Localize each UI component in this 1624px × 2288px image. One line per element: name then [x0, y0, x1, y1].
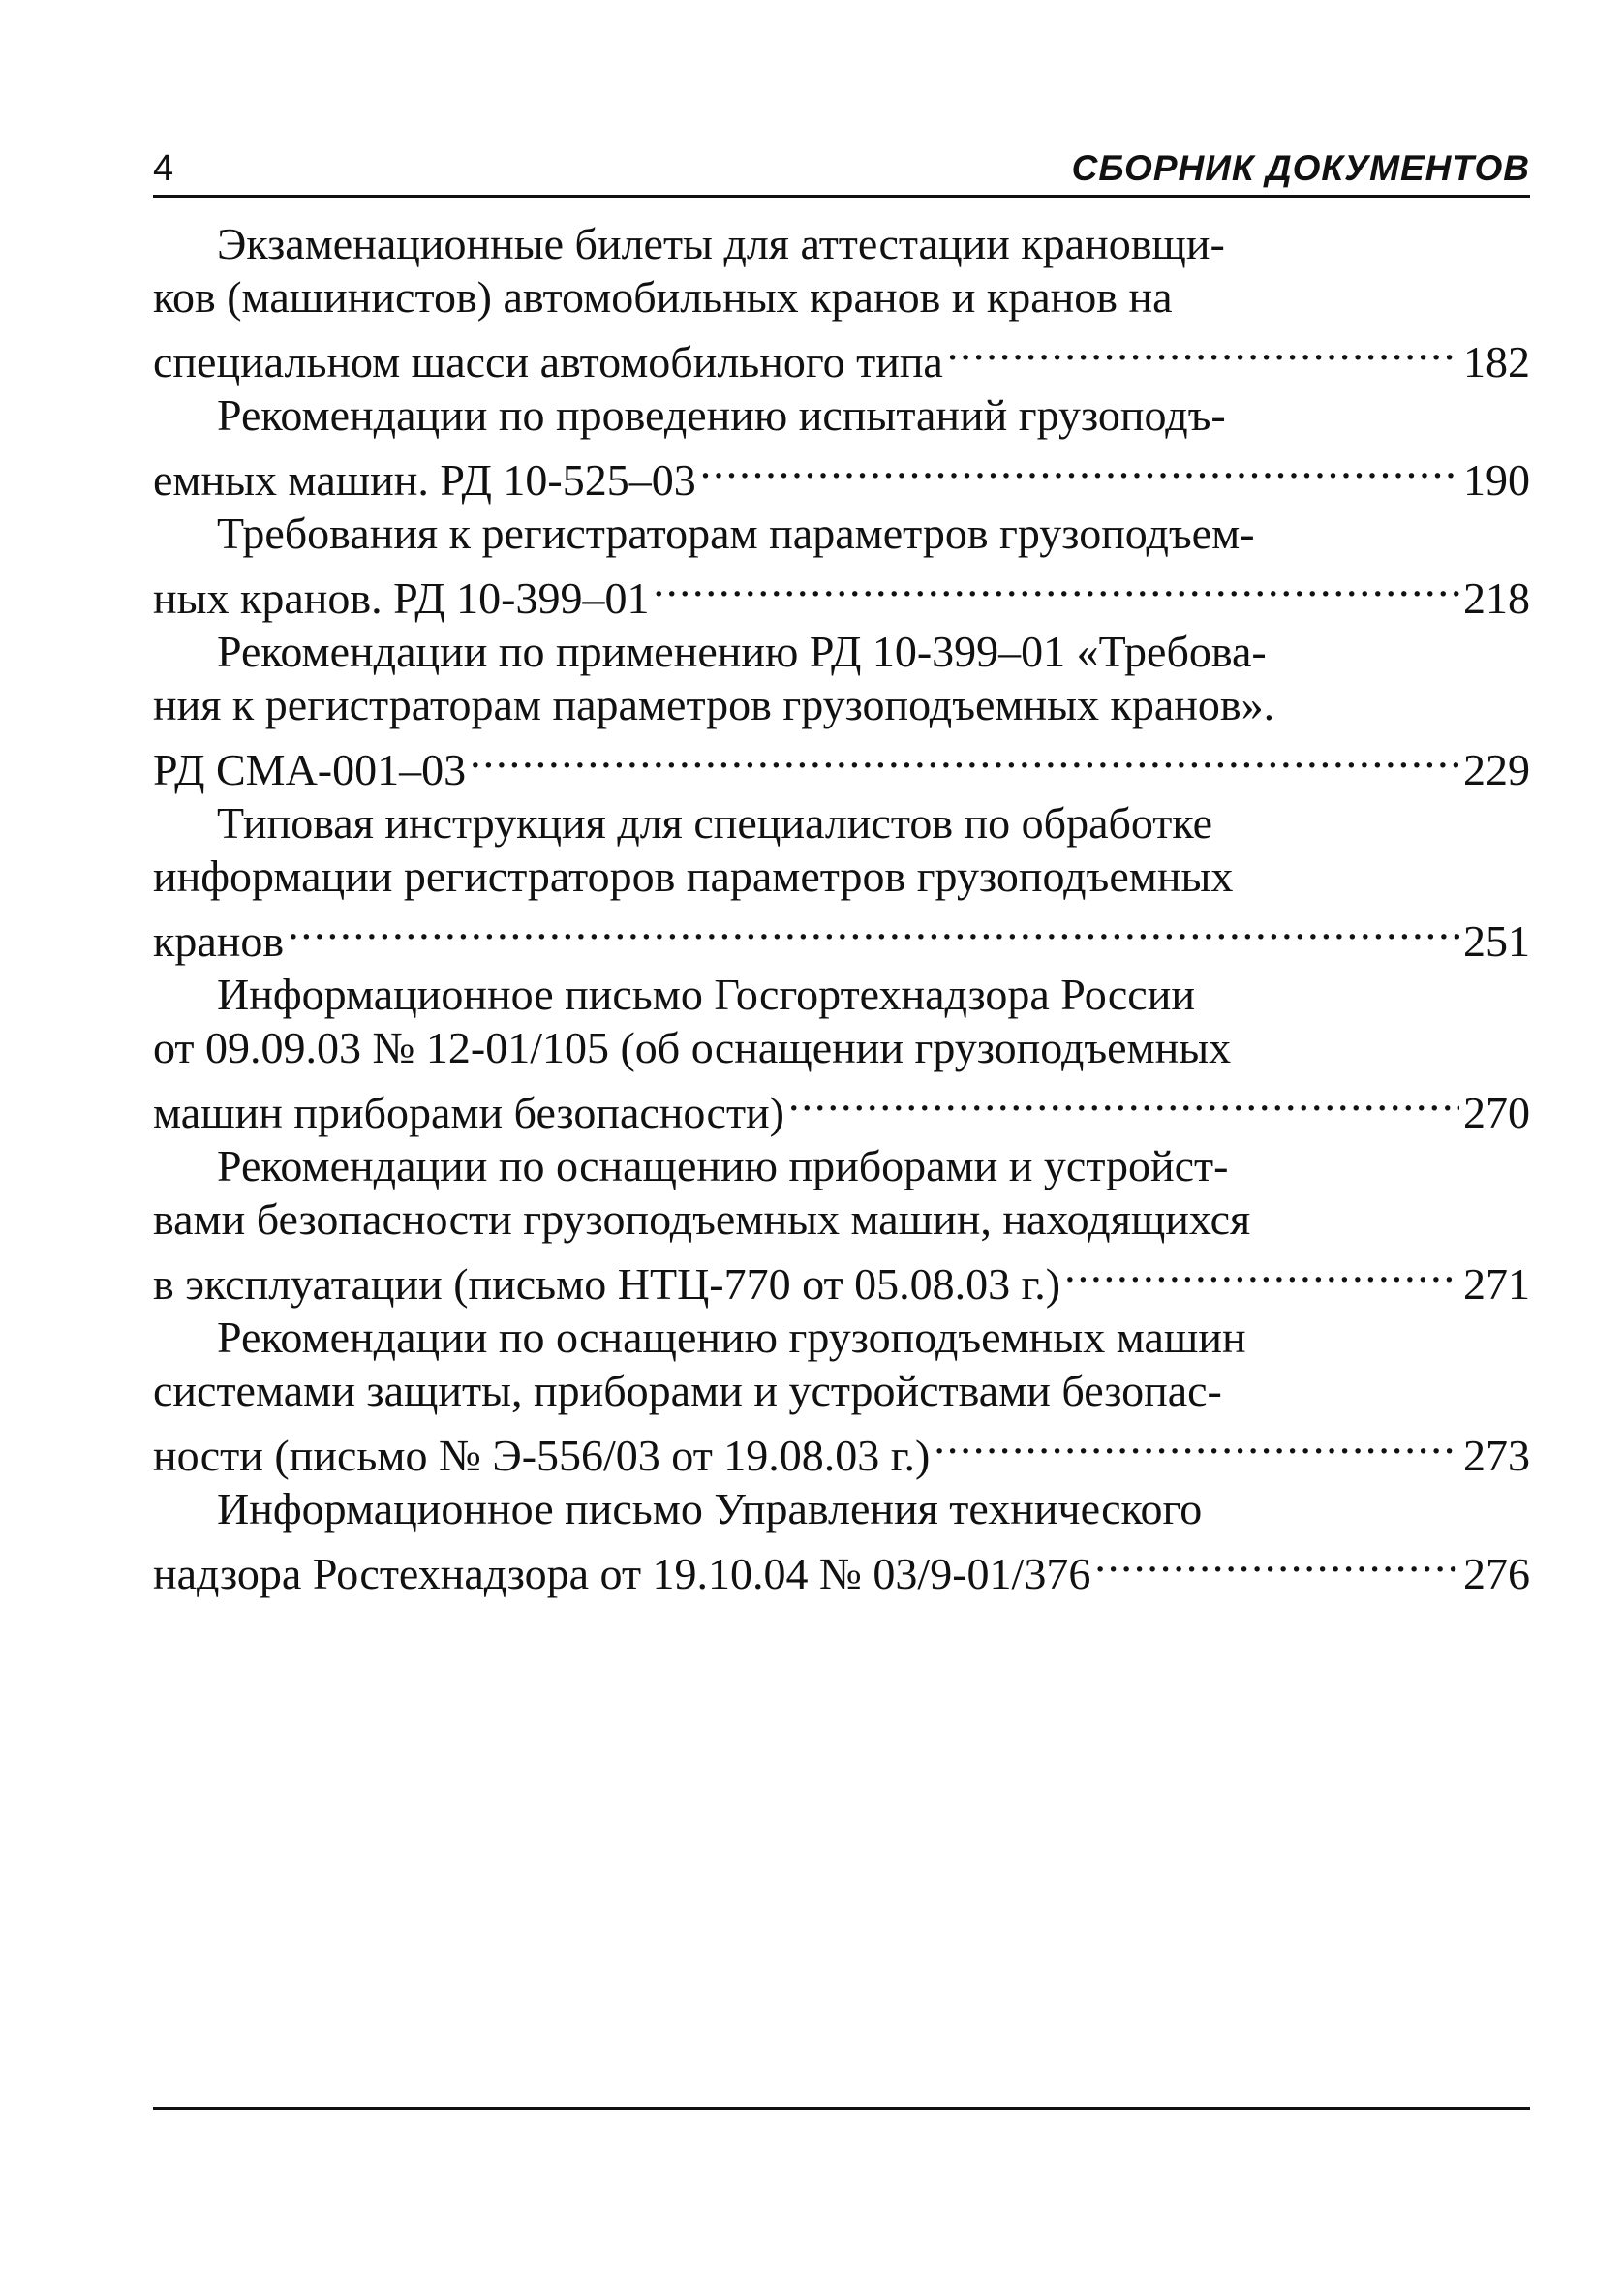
toc-entry-last-line	[153, 442, 1530, 507]
toc-page-number: 182	[1463, 337, 1530, 386]
toc-entry-line: Требования к регистраторам параметров грузоподъем-	[217, 509, 1255, 558]
toc-entry-line: вами безопасности грузоподъемных машин, находящихся	[153, 1194, 1251, 1244]
toc-entry-text: РД СМА-001–03	[153, 745, 467, 794]
dot-leader	[288, 903, 1459, 956]
toc-entry-line: Рекомендации по оснащению приборами и устройст-	[217, 1141, 1229, 1190]
dot-leader	[1064, 1246, 1459, 1299]
dot-leader	[700, 442, 1459, 495]
toc-page-number: 251	[1463, 916, 1530, 966]
dot-leader	[947, 324, 1459, 377]
toc-entry-text: ных кранов. РД 10-399–01	[153, 573, 650, 623]
toc-entry-last-line	[153, 1535, 1530, 1600]
page-header	[153, 145, 1530, 201]
dot-leader	[653, 560, 1459, 613]
footer-divider	[153, 2107, 1530, 2110]
toc-page-number: 271	[1463, 1259, 1530, 1309]
header-divider	[153, 195, 1530, 198]
toc-entry-line: Информационное письмо Управления технического	[217, 1484, 1203, 1533]
dot-leader	[470, 731, 1459, 785]
toc-entry-text: надзора Ростехнадзора от 19.10.04 № 03/9-01/376	[153, 1549, 1091, 1598]
toc-entry	[153, 217, 1530, 388]
toc-page-number: 276	[1463, 1549, 1530, 1598]
toc-entry	[153, 968, 1530, 1139]
toc-entry-text: кранов	[153, 916, 285, 966]
toc-entry-last-line	[153, 731, 1530, 796]
toc-entry-line: Рекомендации по применению РД 10-399–01 «Требова-	[217, 627, 1267, 676]
toc-entry-last-line	[153, 560, 1530, 625]
toc-page-number: 273	[1463, 1431, 1530, 1480]
toc-entry-last-line	[153, 1074, 1530, 1139]
toc-page-number: 270	[1463, 1088, 1530, 1137]
toc-page-number: 229	[1463, 745, 1530, 794]
toc-entry-last-line	[153, 1246, 1530, 1311]
toc-entry	[153, 1311, 1530, 1482]
toc-entry	[153, 1139, 1530, 1311]
toc-entry-last-line	[153, 903, 1530, 968]
toc-entry-text: емных машин. РД 10-525–03	[153, 455, 696, 505]
toc-entry-line: Экзаменационные билеты для аттестации крановщи-	[217, 219, 1225, 268]
toc-entry-text: специальном шасси автомобильного типа	[153, 337, 943, 386]
dot-leader	[1094, 1535, 1459, 1589]
toc-entry-line: ния к регистраторам параметров грузоподъемных кранов».	[153, 680, 1275, 729]
toc-entry	[153, 625, 1530, 796]
toc-entry	[153, 388, 1530, 507]
toc-entry-line: Типовая инструкция для специалистов по обработке	[217, 798, 1213, 848]
toc-entry-text: ности (письмо № Э-556/03 от 19.08.03 г.)	[153, 1431, 931, 1480]
toc-entry-text: в эксплуатации (письмо НТЦ-770 от 05.08.03 г.)	[153, 1259, 1061, 1309]
toc-page-number: 218	[1463, 573, 1530, 623]
toc-entry	[153, 1482, 1530, 1600]
toc-page-number: 190	[1463, 455, 1530, 505]
toc-entry-last-line	[153, 1417, 1530, 1482]
table-of-contents	[153, 217, 1530, 1600]
toc-entry-line: Рекомендации по проведению испытаний грузоподъ-	[217, 390, 1226, 440]
toc-entry-line: от 09.09.03 № 12-01/105 (об оснащении грузоподъемных	[153, 1023, 1232, 1072]
toc-entry-line: Рекомендации по оснащению грузоподъемных машин	[217, 1313, 1246, 1362]
running-title: СБОРНИК ДОКУМЕНТОВ	[1071, 148, 1530, 188]
dot-leader	[934, 1417, 1459, 1470]
toc-entry-line: системами защиты, приборами и устройствами безопас-	[153, 1366, 1222, 1415]
toc-entry-last-line	[153, 324, 1530, 388]
toc-entry-line: информации регистраторов параметров грузоподъемных	[153, 851, 1234, 901]
toc-entry-text: машин приборами безопасности)	[153, 1088, 784, 1137]
dot-leader	[788, 1074, 1459, 1128]
toc-entry	[153, 796, 1530, 968]
page-number: 4	[153, 148, 174, 189]
toc-entry	[153, 507, 1530, 625]
toc-entry-line: ков (машинистов) автомобильных кранов и кранов на	[153, 272, 1173, 322]
toc-entry-line: Информационное письмо Госгортехнадзора России	[217, 970, 1195, 1019]
